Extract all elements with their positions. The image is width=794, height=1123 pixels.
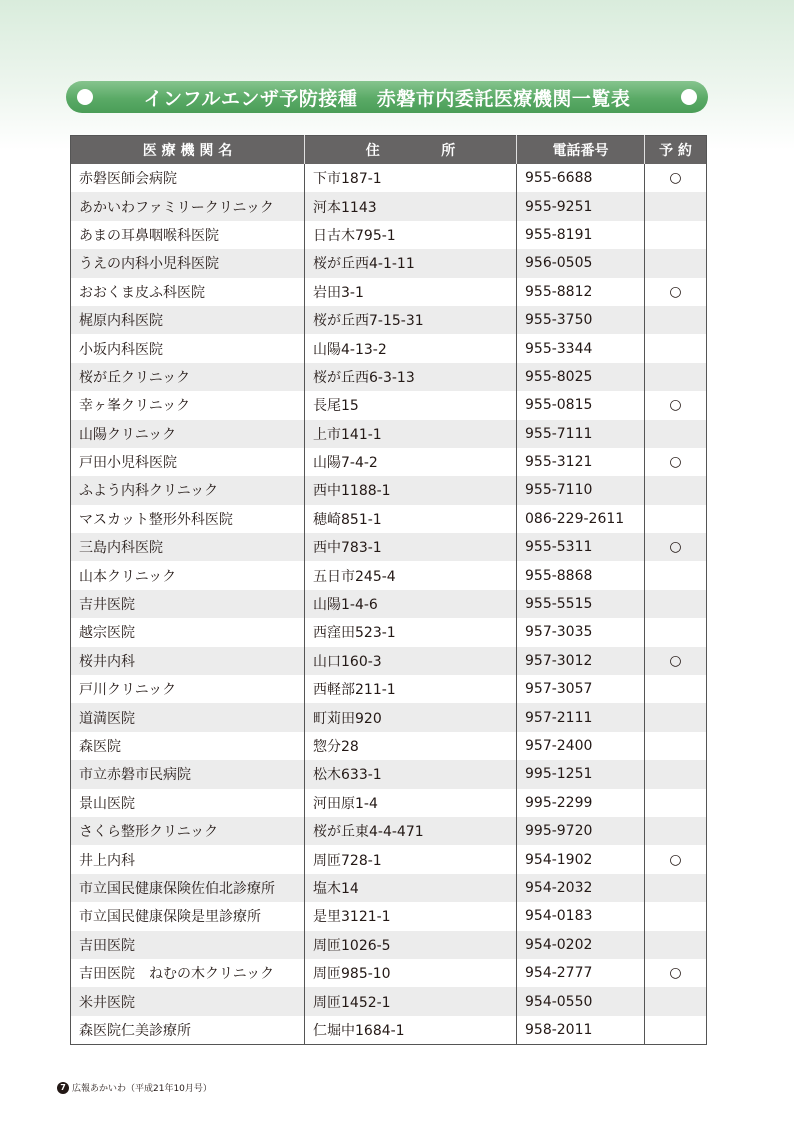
address-cell: 上市141-1 (305, 420, 517, 448)
reservation-cell (645, 675, 707, 703)
table-row (71, 789, 707, 817)
phone-cell: 955-7110 (517, 476, 645, 504)
address-cell: 惣分28 (305, 732, 517, 760)
phone-cell: 954-1902 (517, 845, 645, 873)
clinic-name-cell: 森医院 (71, 732, 305, 760)
address-cell: 桜が丘西4-1-11 (305, 249, 517, 277)
reservation-cell: ○ (645, 278, 707, 306)
clinic-name-cell: おおくま皮ふ科医院 (71, 278, 305, 306)
table-row (71, 533, 707, 561)
clinic-name-cell: 市立赤磐市民病院 (71, 760, 305, 788)
table-row (71, 760, 707, 788)
reservation-cell (645, 760, 707, 788)
table-row (71, 931, 707, 959)
address-cell: 松木633-1 (305, 760, 517, 788)
phone-cell: 956-0505 (517, 249, 645, 277)
header-reservation: 予 約 (645, 136, 707, 165)
clinic-name-cell: 桜が丘クリニック (71, 363, 305, 391)
table-row (71, 732, 707, 760)
clinic-table (70, 135, 707, 1045)
reservation-cell (645, 902, 707, 930)
table-row (71, 959, 707, 987)
address-cell: 山陽7-4-2 (305, 448, 517, 476)
reservation-cell (645, 192, 707, 220)
table-row (71, 164, 707, 192)
table-row (71, 703, 707, 731)
clinic-name-cell: 赤磐医師会病院 (71, 164, 305, 192)
reservation-cell (645, 334, 707, 362)
table-row (71, 505, 707, 533)
address-cell: 河田原1-4 (305, 789, 517, 817)
clinic-name-cell: 景山医院 (71, 789, 305, 817)
phone-cell: 955-8812 (517, 278, 645, 306)
reservation-cell: ○ (645, 845, 707, 873)
reservation-cell (645, 221, 707, 249)
address-cell: 山陽4-13-2 (305, 334, 517, 362)
reservation-cell (645, 931, 707, 959)
phone-cell: 995-2299 (517, 789, 645, 817)
address-cell: 穂崎851-1 (305, 505, 517, 533)
table-row (71, 306, 707, 334)
table-row (71, 391, 707, 419)
page-footer (57, 1081, 212, 1094)
publication-name: 広報あかいわ（平成21年10月号） (72, 1084, 212, 1094)
clinic-name-cell: ふよう内科クリニック (71, 476, 305, 504)
clinic-name-cell: 吉田医院 (71, 931, 305, 959)
address-cell: 西中1188-1 (305, 476, 517, 504)
table-row (71, 420, 707, 448)
reservation-cell (645, 363, 707, 391)
clinic-name-cell: あかいわファミリークリニック (71, 192, 305, 220)
table-row (71, 363, 707, 391)
table-row (71, 249, 707, 277)
clinic-name-cell: 森医院仁美診療所 (71, 1016, 305, 1045)
reservation-cell (645, 817, 707, 845)
address-cell: 桜が丘西6-3-13 (305, 363, 517, 391)
address-cell: 岩田3-1 (305, 278, 517, 306)
reservation-cell (645, 618, 707, 646)
address-cell: 周匝1452-1 (305, 987, 517, 1015)
phone-cell: 955-5311 (517, 533, 645, 561)
phone-cell: 957-2111 (517, 703, 645, 731)
address-cell: 周匝985-10 (305, 959, 517, 987)
address-cell: 河本1143 (305, 192, 517, 220)
table-row (71, 448, 707, 476)
phone-cell: 086-229-2611 (517, 505, 645, 533)
phone-cell: 955-3750 (517, 306, 645, 334)
table-row (71, 334, 707, 362)
phone-cell: 955-8191 (517, 221, 645, 249)
table-header-row (71, 136, 707, 165)
phone-cell: 954-0183 (517, 902, 645, 930)
table-row (71, 192, 707, 220)
reservation-cell (645, 420, 707, 448)
phone-cell: 995-9720 (517, 817, 645, 845)
phone-cell: 955-3121 (517, 448, 645, 476)
table-row (71, 874, 707, 902)
clinic-name-cell: マスカット整形外科医院 (71, 505, 305, 533)
page-title: インフルエンザ予防接種 赤磐市内委託医療機関一覧表 (143, 87, 631, 110)
reservation-cell (645, 987, 707, 1015)
clinic-name-cell: 吉田医院 ねむの木クリニック (71, 959, 305, 987)
reservation-cell (645, 1016, 707, 1045)
clinic-name-cell: 戸川クリニック (71, 675, 305, 703)
address-cell: 下市187-1 (305, 164, 517, 192)
phone-cell: 957-3057 (517, 675, 645, 703)
clinic-name-cell: 桜井内科 (71, 647, 305, 675)
page-number: 7 (57, 1082, 69, 1094)
table-row (71, 618, 707, 646)
clinic-name-cell: 小坂内科医院 (71, 334, 305, 362)
address-cell: 町苅田920 (305, 703, 517, 731)
reservation-cell (645, 561, 707, 589)
table-row (71, 817, 707, 845)
reservation-cell (645, 703, 707, 731)
clinic-name-cell: 米井医院 (71, 987, 305, 1015)
reservation-cell (645, 732, 707, 760)
table-row (71, 1016, 707, 1045)
table-row (71, 987, 707, 1015)
clinic-name-cell: うえの内科小児科医院 (71, 249, 305, 277)
table-row (71, 902, 707, 930)
table-row (71, 561, 707, 589)
address-cell: 仁堀中1684-1 (305, 1016, 517, 1045)
phone-cell: 955-8868 (517, 561, 645, 589)
address-cell: 山口160-3 (305, 647, 517, 675)
address-cell: 西中783-1 (305, 533, 517, 561)
address-cell: 長尾15 (305, 391, 517, 419)
reservation-cell (645, 306, 707, 334)
phone-cell: 954-0550 (517, 987, 645, 1015)
table-row (71, 476, 707, 504)
address-cell: 是里3121-1 (305, 902, 517, 930)
phone-cell: 995-1251 (517, 760, 645, 788)
clinic-name-cell: 井上内科 (71, 845, 305, 873)
phone-cell: 955-7111 (517, 420, 645, 448)
reservation-cell: ○ (645, 391, 707, 419)
clinic-name-cell: 吉井医院 (71, 590, 305, 618)
address-cell: 塩木14 (305, 874, 517, 902)
phone-cell: 954-2032 (517, 874, 645, 902)
phone-cell: 957-3012 (517, 647, 645, 675)
address-cell: 西軽部211-1 (305, 675, 517, 703)
phone-cell: 954-0202 (517, 931, 645, 959)
reservation-cell (645, 874, 707, 902)
clinic-name-cell: 幸ヶ峯クリニック (71, 391, 305, 419)
clinic-name-cell: 山本クリニック (71, 561, 305, 589)
phone-cell: 955-3344 (517, 334, 645, 362)
phone-cell: 954-2777 (517, 959, 645, 987)
table-row (71, 675, 707, 703)
clinic-name-cell: 越宗医院 (71, 618, 305, 646)
address-cell: 五日市245-4 (305, 561, 517, 589)
clinic-name-cell: 三島内科医院 (71, 533, 305, 561)
phone-cell: 955-0815 (517, 391, 645, 419)
address-cell: 周匝728-1 (305, 845, 517, 873)
clinic-name-cell: 梶原内科医院 (71, 306, 305, 334)
title-dot-left-icon (77, 89, 93, 105)
phone-cell: 955-6688 (517, 164, 645, 192)
phone-cell: 958-2011 (517, 1016, 645, 1045)
address-cell: 西窪田523-1 (305, 618, 517, 646)
clinic-name-cell: 市立国民健康保険是里診療所 (71, 902, 305, 930)
clinic-name-cell: 道満医院 (71, 703, 305, 731)
address-cell: 桜が丘東4-4-471 (305, 817, 517, 845)
table-row (71, 647, 707, 675)
title-dot-right-icon (681, 89, 697, 105)
header-address: 住 所 (305, 136, 517, 165)
phone-cell: 957-3035 (517, 618, 645, 646)
reservation-cell: ○ (645, 959, 707, 987)
phone-cell: 955-8025 (517, 363, 645, 391)
address-cell: 日古木795-1 (305, 221, 517, 249)
clinic-table-body (71, 164, 707, 1045)
title-banner (66, 81, 708, 113)
reservation-cell: ○ (645, 164, 707, 192)
table-row (71, 278, 707, 306)
address-cell: 周匝1026-5 (305, 931, 517, 959)
table-row (71, 221, 707, 249)
phone-cell: 955-5515 (517, 590, 645, 618)
clinic-name-cell: 山陽クリニック (71, 420, 305, 448)
phone-cell: 955-9251 (517, 192, 645, 220)
reservation-cell (645, 505, 707, 533)
clinic-name-cell: あまの耳鼻咽喉科医院 (71, 221, 305, 249)
reservation-cell (645, 476, 707, 504)
table-row (71, 590, 707, 618)
address-cell: 山陽1-4-6 (305, 590, 517, 618)
phone-cell: 957-2400 (517, 732, 645, 760)
reservation-cell: ○ (645, 647, 707, 675)
reservation-cell: ○ (645, 448, 707, 476)
clinic-name-cell: さくら整形クリニック (71, 817, 305, 845)
clinic-name-cell: 市立国民健康保険佐伯北診療所 (71, 874, 305, 902)
address-cell: 桜が丘西7-15-31 (305, 306, 517, 334)
reservation-cell (645, 590, 707, 618)
reservation-cell (645, 789, 707, 817)
reservation-cell: ○ (645, 533, 707, 561)
table-row (71, 845, 707, 873)
header-clinic-name: 医 療 機 関 名 (71, 136, 305, 165)
header-phone: 電話番号 (517, 136, 645, 165)
reservation-cell (645, 249, 707, 277)
clinic-name-cell: 戸田小児科医院 (71, 448, 305, 476)
